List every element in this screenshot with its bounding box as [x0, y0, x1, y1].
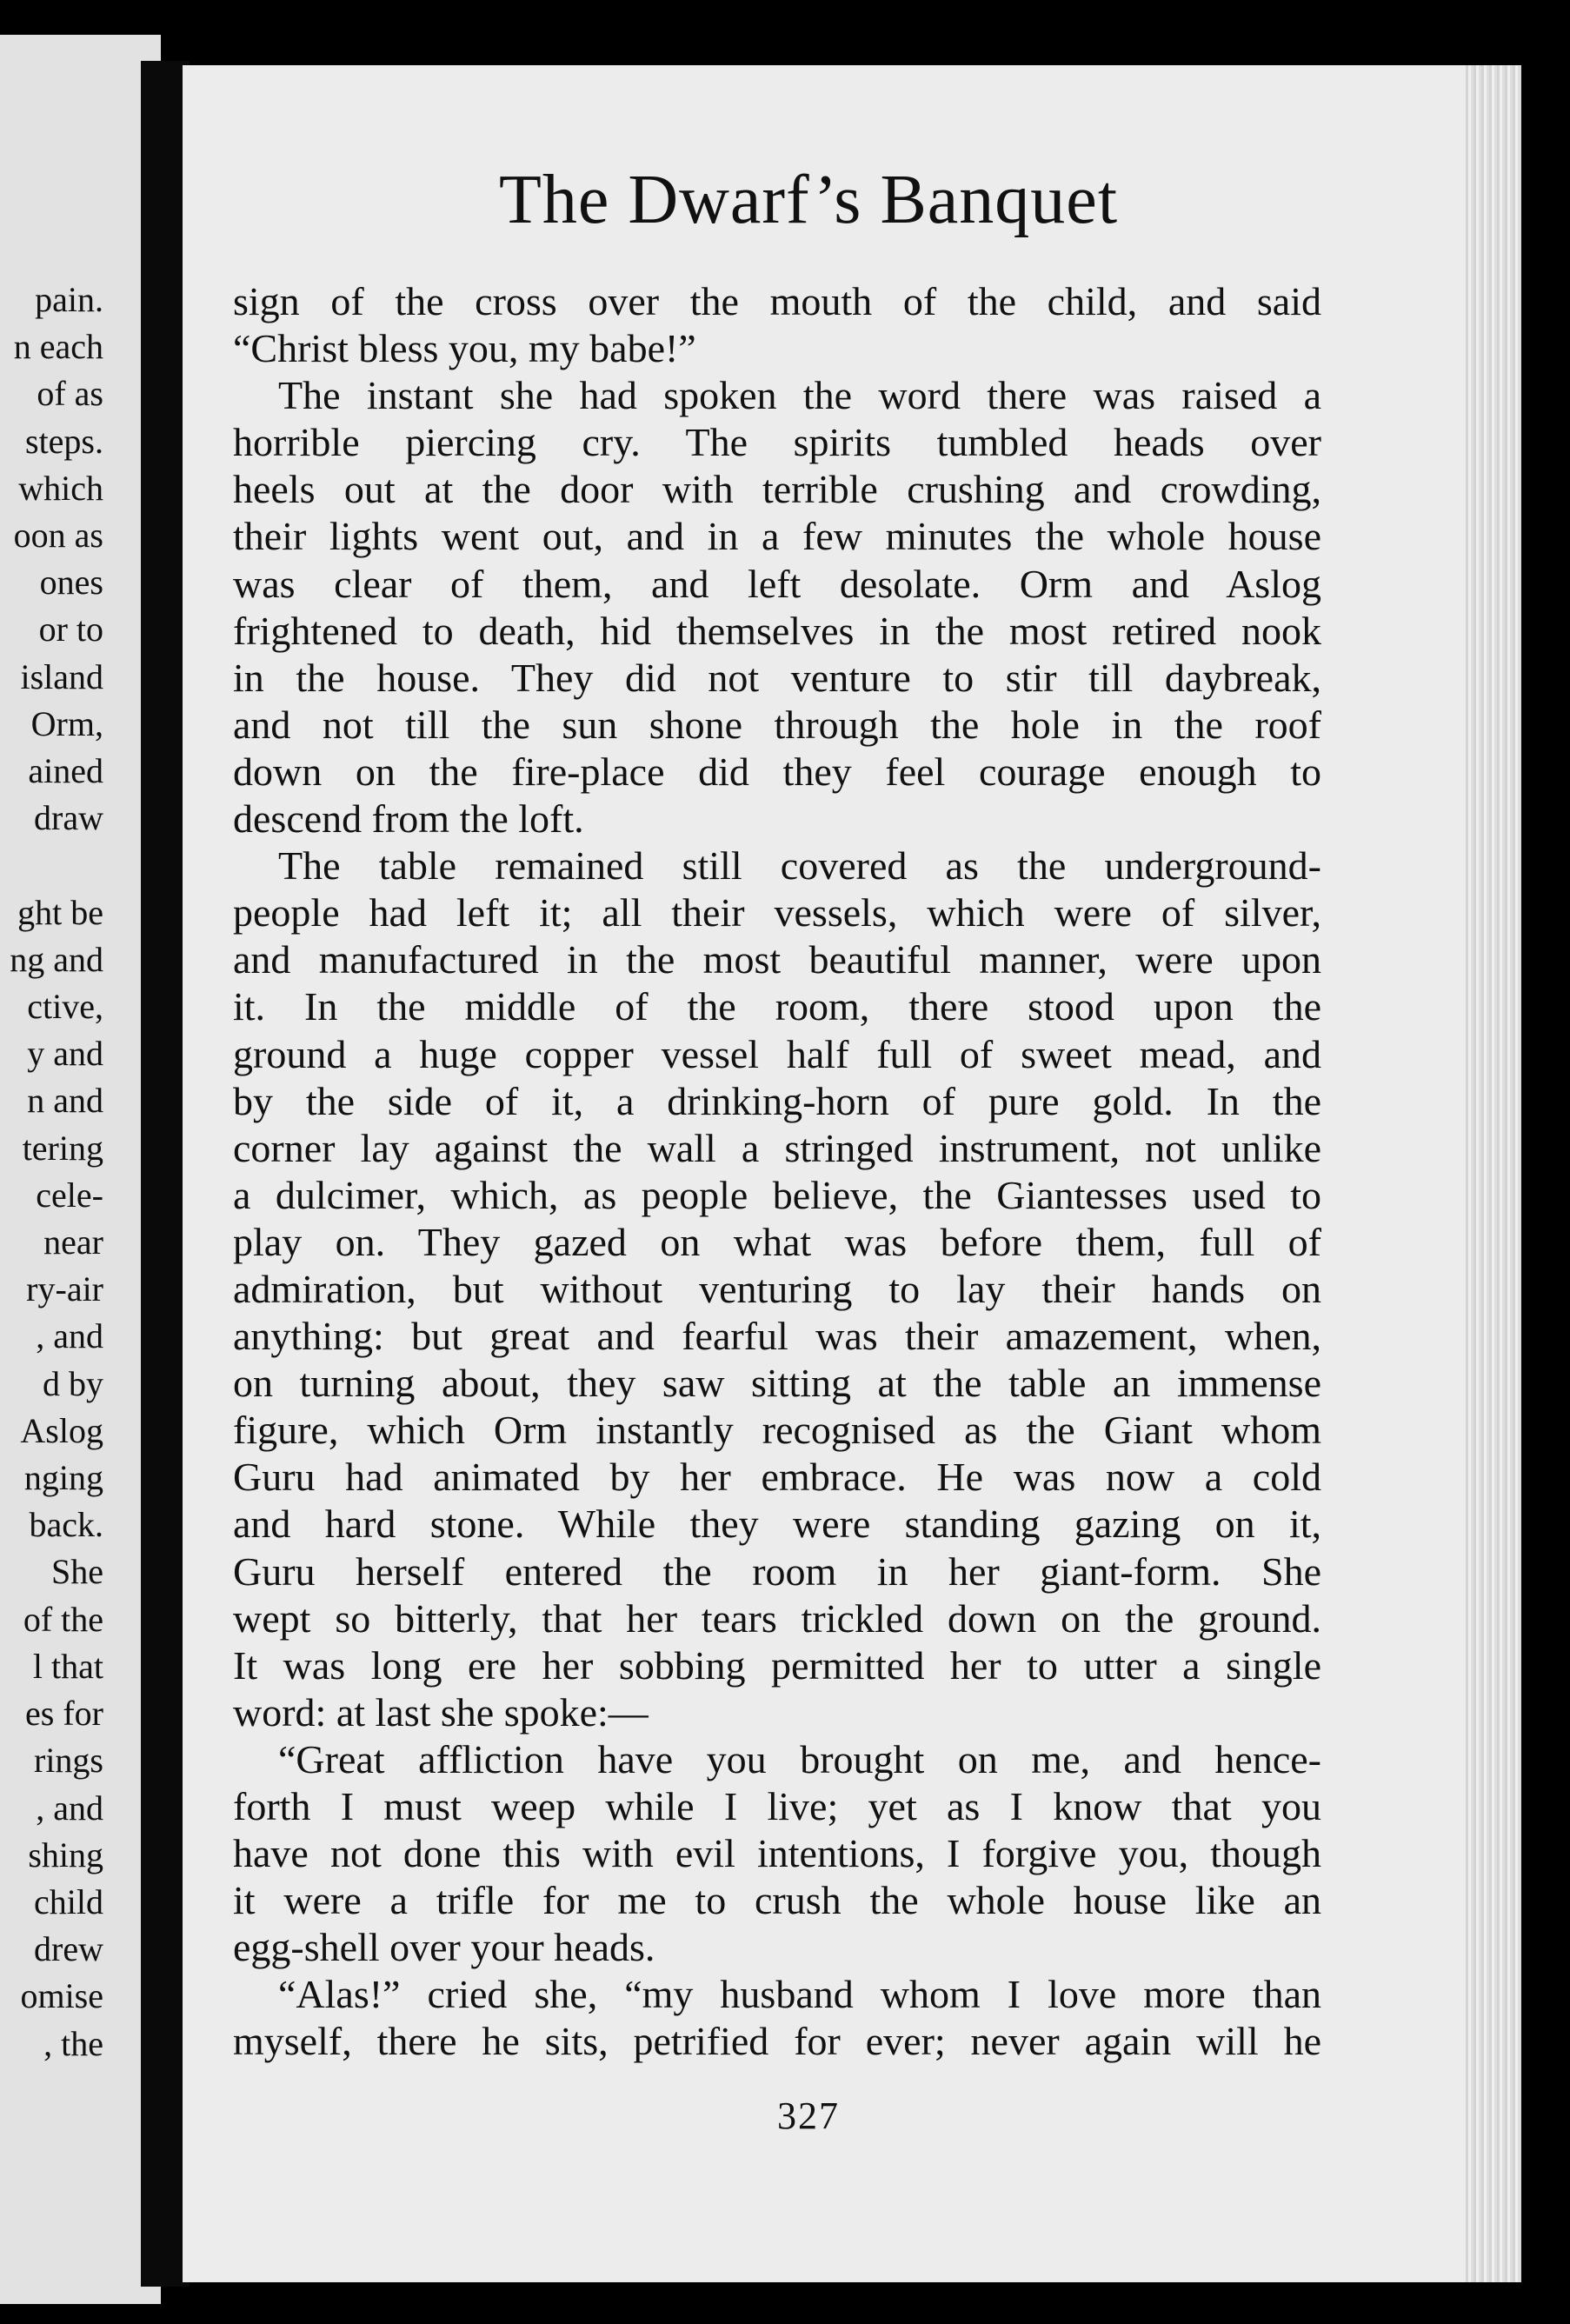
left-page-line: pain. [35, 280, 103, 319]
text-line: frightened to death, hid themselves in the most retired nook [233, 608, 1321, 653]
text-line: down on the fire-place did they feel courage enough to [233, 749, 1321, 794]
text-line: people had left it; all their vessels, which were of silver, [233, 890, 1321, 936]
text-line: myself, there he sits, petrified for ever; never again will he [233, 2019, 1321, 2064]
text-line: “Alas!” cried she, “my husband whom I love more than [278, 1972, 1321, 2017]
text-line: admiration, but without venturing to lay their hands on [233, 1266, 1321, 1311]
left-page-line: near [43, 1222, 103, 1262]
left-page-line: ones [39, 563, 103, 603]
text-line: it. In the middle of the room, there stood upon the [233, 984, 1321, 1029]
text-line: on turning about, they saw sitting at the table an immense [233, 1361, 1321, 1406]
text-line: egg-shell over your heads. [233, 1925, 655, 1970]
text-line: in the house. They did not venture to stir till daybreak, [233, 655, 1321, 700]
text-line: “Great affliction have you brought on me, and hence- [278, 1736, 1321, 1781]
text-line: corner lay against the wall a stringed instrument, not unlike [233, 1125, 1321, 1170]
left-page-line: , the [43, 2023, 103, 2063]
left-page-line: Orm, [30, 703, 103, 743]
left-page-line: cele- [36, 1175, 103, 1215]
left-page-line: , and [36, 1316, 103, 1356]
left-page-text [10, 276, 103, 2068]
text-line: and not till the sun shone through the hole in the roof [233, 702, 1321, 747]
left-page-line: n and [27, 1081, 103, 1121]
text-line: their lights went out, and in a few minutes the whole house [233, 514, 1321, 559]
left-page-line: y and [27, 1034, 103, 1074]
left-page-line: draw [34, 798, 103, 838]
left-page-line: ained [28, 751, 103, 791]
left-page-line: drew [34, 1929, 103, 1969]
text-line: sign of the cross over the mouth of the child, and said [233, 279, 1321, 323]
text-line: and hard stone. While they were standing gazing on it, [233, 1502, 1321, 1547]
text-line: Guru herself entered the room in her giant-form. She [233, 1548, 1321, 1594]
running-title: The Dwarf’s Banquet [498, 162, 1119, 238]
left-page-line: She [51, 1552, 103, 1592]
text-line: heels out at the door with terrible crushing and crowding, [233, 467, 1321, 512]
page-edge [1466, 65, 1521, 2282]
page-number: 327 [777, 2094, 840, 2137]
left-page-line: steps. [25, 421, 103, 461]
left-page-line: oon as [13, 516, 103, 556]
left-page-line: ght be [17, 892, 103, 932]
left-page-line: back. [29, 1505, 103, 1545]
left-page-line: shing [28, 1835, 103, 1875]
left-page-line: l that [32, 1646, 103, 1686]
text-line: The instant she had spoken the word there was raised a [278, 373, 1321, 418]
left-page-line: d by [43, 1363, 103, 1403]
left-page-line: rings [34, 1741, 103, 1781]
text-line: word: at last she spoke:— [233, 1689, 649, 1735]
text-line: a dulcimer, which, as people believe, the Giantesses used to [233, 1172, 1321, 1217]
left-page-line: or to [38, 609, 103, 649]
body-text [233, 278, 1321, 2066]
text-line: by the side of it, a drinking-horn of pure gold. In the [233, 1078, 1321, 1123]
left-page-line: ry-air [26, 1269, 103, 1309]
text-line: It was long ere her sobbing permitted her to utter a single [233, 1642, 1321, 1688]
left-page-line [10, 842, 103, 889]
text-line: figure, which Orm instantly recognised as the Giant whom [233, 1408, 1321, 1453]
text-line: The table remained still covered as the underground- [278, 843, 1321, 889]
right-page [183, 65, 1521, 2282]
left-page-line: nging [23, 1458, 103, 1498]
left-page-line: of as [37, 374, 103, 414]
text-line: Guru had animated by her embrace. He was now a cold [233, 1455, 1321, 1500]
left-page-line: ctive, [27, 987, 103, 1027]
text-line: it were a trifle for me to crush the whole house like an [233, 1878, 1321, 1923]
text-line: descend from the loft. [233, 796, 584, 842]
text-line: forth I must weep while I live; yet as I know that you [233, 1784, 1321, 1828]
text-line: and manufactured in the most beautiful manner, were upon [233, 937, 1321, 982]
text-line: “Christ bless you, my babe!” [233, 326, 696, 371]
left-page-line: es for [25, 1694, 103, 1734]
text-line: ground a huge copper vessel half full of sweet mead, and [233, 1031, 1321, 1076]
left-page-line: ng and [10, 939, 103, 979]
text-line: have not done this with evil intentions, I forgive you, though [233, 1831, 1321, 1876]
text-line: horrible piercing cry. The spirits tumbled heads over [233, 420, 1321, 465]
left-page-line: island [20, 656, 103, 696]
left-page-line: omise [20, 1976, 103, 2016]
left-page-line: which [18, 468, 103, 508]
text-line: play on. They gazed on what was before them, full of [233, 1219, 1321, 1264]
left-page-line: , and [36, 1788, 103, 1828]
left-page-line: n each [13, 327, 103, 367]
text-line: was clear of them, and left desolate. Orm and Aslog [233, 561, 1321, 606]
left-page-line: child [34, 1881, 103, 1921]
left-facing-page [0, 35, 161, 2304]
left-page-line: tering [22, 1128, 103, 1168]
text-line: wept so bitterly, that her tears trickled down on the ground. [233, 1595, 1321, 1641]
text-line: anything: but great and fearful was their amazement, when, [233, 1314, 1321, 1359]
left-page-line: of the [23, 1599, 103, 1639]
left-page-line: Aslog [20, 1410, 103, 1450]
